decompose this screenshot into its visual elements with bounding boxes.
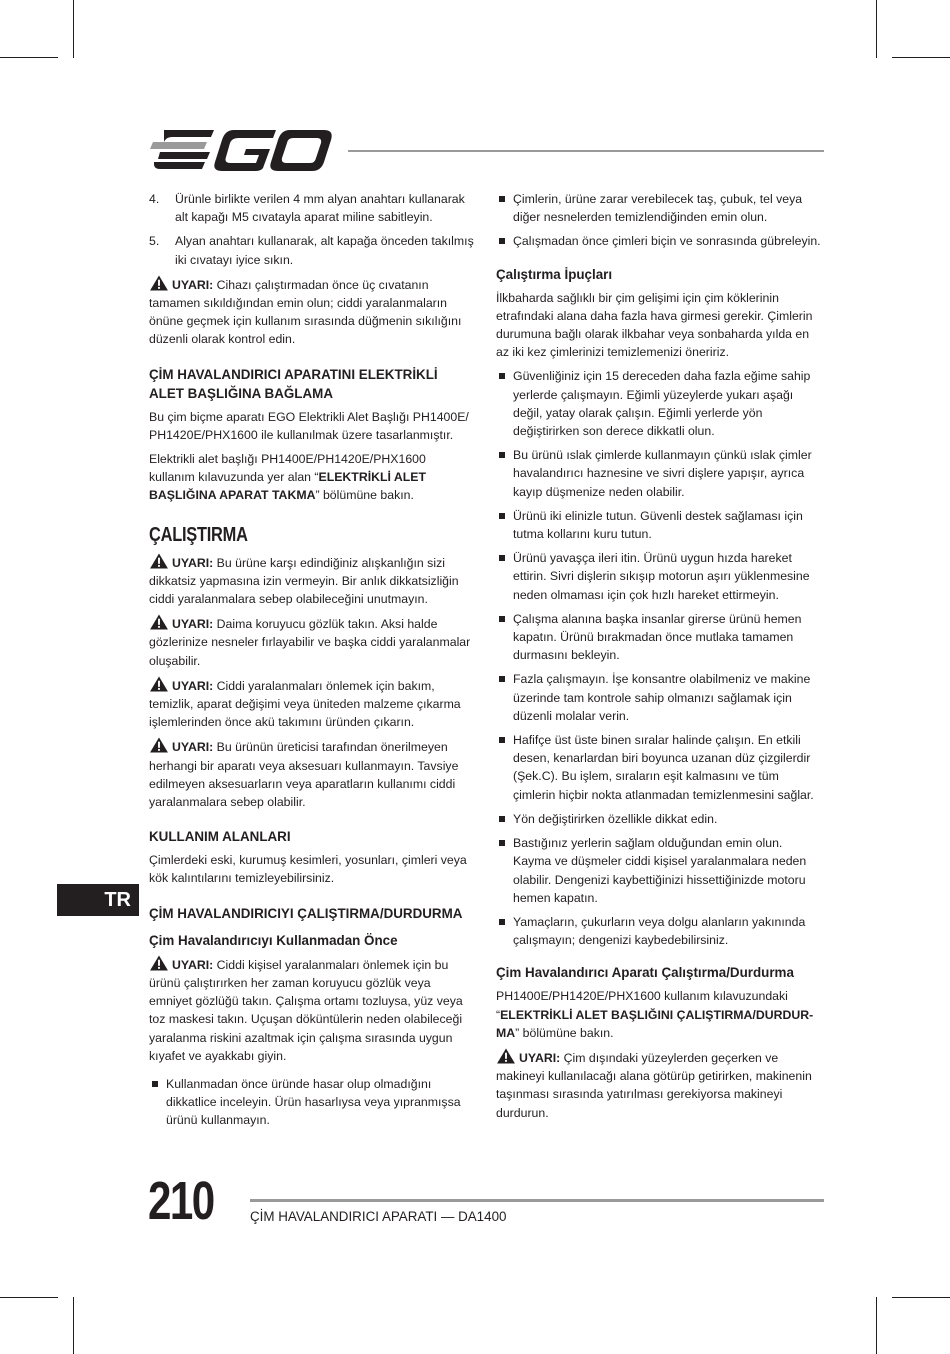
bullet-text: Yamaçların, çukurların veya dolgu alanların yakınında çalışmayın; dengenizi kaybedebilirsiniz.	[513, 914, 806, 948]
bullet-text: Yön değiştirirken özellikle dikkat edin.	[513, 811, 718, 826]
warning-paragraph	[149, 955, 475, 1065]
warning-paragraph	[149, 553, 475, 609]
bullet-square-icon	[499, 196, 505, 202]
section-heading: KULLANIM ALANLARI	[149, 829, 291, 845]
warning-label: UYARI:	[172, 740, 214, 755]
bullet-square-icon	[499, 737, 505, 743]
step-text: Ürünle birlikte verilen 4 mm alyan anahtarı kullanarak alt kapağı M5 cıvatayla aparat miline sabitleyin.	[175, 192, 465, 225]
warning-label: UYARI:	[172, 678, 214, 693]
list-item	[496, 834, 821, 907]
bullet-list	[496, 190, 821, 251]
warning-text: Cihazı çalıştırmadan önce üç cıvatanın tamamen sıkıldığından emin olun; ciddi yaralanmaların önüne geçmek için kullanım sırasında düğmenin sıkılığını düzenli olarak kontrol edin.	[149, 277, 462, 347]
list-item	[496, 367, 821, 440]
list-item	[496, 549, 821, 604]
crop-mark	[892, 1297, 950, 1298]
list-item	[149, 1075, 475, 1130]
language-code: TR	[104, 889, 131, 911]
body-paragraph	[149, 450, 475, 505]
footer-title: ÇİM HAVALANDIRICI APARATI — DA1400	[250, 1209, 507, 1224]
warning-triangle-icon	[149, 676, 169, 692]
warning-text: Ciddi yaralanmaları önlemek için bakım, temizlik, aparat değişimi veya üniteden malzeme çıkarma işlemlerinden önce akü takımını üründen çıkarın.	[149, 678, 461, 730]
crop-mark	[876, 0, 877, 58]
language-tab	[57, 884, 139, 916]
bullet-text: Bu ürünü ıslak çimlerde kullanmayın çünkü ıslak çimler havalandırıcı haznesine ve sivri dişlere yapışır, ayrıca kayıp düşmenize neden olabilir.	[513, 448, 812, 499]
text-span: Elektrikli alet başlığı PH1400E/PH1420E/PHX1600 kullanım kılavuzunda yer alan “	[149, 452, 426, 485]
warning-text: Bu ürüne karşı edindiğiniz alışkanlığın sizi dikkatsiz yapmasına izin vermeyin. Bir anlık dikkatsizliğin ciddi yaralanmalara sebep olabileceğini unutmayın.	[149, 555, 459, 607]
left-column	[149, 190, 475, 1136]
bullet-text: Ürünü iki elinizle tutun. Güvenli destek sağlaması için tutma kollarını kuru tutun.	[513, 508, 803, 542]
body-paragraph: Çimlerdeki eski, kurumuş kesimleri, yosunları, çimleri veya kök kalıntılarını temizleyebilirsiniz.	[149, 853, 467, 886]
bullet-square-icon	[152, 1081, 158, 1087]
bullet-text: Fazla çalışmayın. İşe konsantre olabilmeniz ve makine üzerinde tam kontrole sahip olmanızı sağlamak için düzenli molalar verin.	[513, 672, 811, 723]
warning-paragraph	[149, 275, 475, 349]
list-item	[496, 731, 821, 804]
subsection-heading: Çalıştırma İpuçları	[496, 266, 613, 282]
subsection-heading: Çim Havalandırıcıyı Kullanmadan Önce	[149, 932, 398, 948]
warning-triangle-icon	[149, 275, 169, 291]
warning-paragraph	[149, 614, 475, 670]
crop-mark	[73, 1297, 74, 1354]
warning-label: UYARI:	[172, 957, 214, 972]
bullet-square-icon	[499, 816, 505, 822]
footer-rule	[250, 1199, 824, 1202]
list-item	[149, 190, 475, 226]
text-span: ” bölümüne bakın.	[315, 488, 414, 503]
warning-label: UYARI:	[172, 555, 214, 570]
warning-triangle-icon	[149, 955, 169, 971]
list-item	[496, 670, 821, 725]
bullet-square-icon	[499, 452, 505, 458]
bullet-text: Çimlerin, ürüne zarar verebilecek taş, çubuk, tel veya diğer nesnelerden temizlendiğinden emin olun.	[513, 192, 803, 225]
warning-text: Daima koruyucu gözlük takın. Aksi halde gözlerinize nesneler fırlayabilir ve başka ciddi yaralanmalar oluşabilir.	[149, 617, 471, 668]
step-number: 4.	[149, 192, 160, 206]
bullet-text: Ürünü yavaşça ileri itin. Ürünü uygun hızda hareket ettirin. Sivri dişlerin sıkışıp motorun aşırı yüklenmesine neden olmaması için çok hızlı hareket ettirmeyin.	[513, 551, 810, 602]
bold-reference: ELEKTRİKLİ ALET BAŞLIĞINI ÇALIŞTIRMA/DURDUR-MA	[496, 1007, 814, 1040]
bullet-square-icon	[499, 555, 505, 561]
warning-triangle-icon	[149, 737, 169, 753]
body-paragraph: İlkbaharda sağlıklı bir çim gelişimi için çim köklerinin etrafındaki alana daha fazla hava girmesi gerekir. Çimlerin durumuna bağlı olarak ilkbahar veya sonbaharda yılda en az iki kez çimlerinizi temizlemenizi öneririz.	[496, 290, 813, 360]
body-paragraph: Bu çim biçme aparatı EGO Elektrikli Alet Başlığı PH1400E/ PH1420E/PHX1600 ile kullanılmak üzere tasarlanmıştır.	[149, 409, 469, 442]
bullet-square-icon	[499, 513, 505, 519]
step-text: Alyan anahtarı kullanarak, alt kapağa önceden takılmış iki cıvatayı iyice sıkın.	[175, 234, 474, 267]
list-item	[496, 810, 821, 828]
bullet-text: Bastığınız yerlerin sağlam olduğundan emin olun. Kayma ve düşmeler ciddi kişisel yaralanmalara neden olabilir. Dengenizi kaybettiğinizi hissettiğinizde motoru hemen kapatın.	[513, 836, 807, 905]
bullet-list	[149, 1075, 475, 1130]
bullet-text: Güvenliğiniz için 15 dereceden daha fazla eğime sahip yerlerde çalışmayın. Eğimli yüzeylerde yukarı aşağı değil, yatay olarak çalışın. Eğimli yerlerde yön değiştirirken son derece dikkatli olun.	[513, 369, 811, 439]
warning-label: UYARI:	[519, 1050, 561, 1065]
bullet-text: Hafifçe üst üste binen sıralar halinde çalışın. En etkili desen, kenarlardan biri boyunca uzanan düz çizgilerdir (Şek.C). Bu işlem, sıraların eşit kalmasını ve tüm çimlerin hiçbir nokta atlanmadan temizlenmesini sağlar.	[513, 733, 814, 802]
section-heading: ÇİM HAVALANDIRICI APARATINI ELEKTRİKLİ ALET BAŞLIĞINA BAĞLAMA	[149, 366, 438, 401]
bullet-list	[496, 367, 821, 949]
warning-label: UYARI:	[172, 617, 214, 632]
warning-paragraph	[496, 1048, 821, 1122]
warning-triangle-icon	[149, 614, 169, 630]
warning-text: Bu ürünün üreticisi tarafından önerilmeyen herhangi bir aparatı veya aksesuarı kullanmayın. Tavsiye edilmeyen aksesuarların veya aparatların kullanımı ciddi yaralanmalara sebep olabilir.	[149, 740, 459, 810]
crop-mark	[0, 57, 58, 58]
step-number: 5.	[149, 234, 160, 249]
crop-mark	[876, 1297, 877, 1354]
bullet-square-icon	[499, 238, 505, 244]
warning-label: UYARI:	[172, 277, 214, 292]
warning-paragraph	[149, 676, 475, 732]
list-item	[496, 190, 821, 226]
page-number: 210	[148, 1171, 214, 1231]
list-item	[496, 610, 821, 665]
crop-mark	[0, 1297, 58, 1298]
warning-triangle-icon	[496, 1048, 516, 1064]
text-span: PH1400E/PH1420E/PHX1600 kullanım kılavuzundaki “	[496, 989, 788, 1022]
list-item	[496, 446, 821, 501]
bullet-text: Kullanmadan önce üründe hasar olup olmadığını dikkatlice inceleyin. Ürün hasarlıysa veya yıpranmışsa ürünü kullanmayın.	[166, 1076, 461, 1128]
bullet-square-icon	[499, 919, 505, 925]
text-span: ” bölümüne bakın.	[515, 1025, 614, 1040]
list-item	[496, 232, 821, 250]
warning-text: Çim dışındaki yüzeylerden geçerken ve makineyi kullanılacağı alana götürüp getirirken, makinenin taşınması sırasında yatırılması gerekiyorsa makineyi durdurun.	[496, 1050, 812, 1120]
list-item	[149, 232, 475, 268]
bullet-text: Çalışmadan önce çimleri biçin ve sonrasında gübreleyin.	[513, 234, 821, 249]
crop-mark	[892, 57, 950, 58]
bullet-text: Çalışma alanına başka insanlar girerse ürünü hemen kapatın. Ürünü bırakmadan önce mutlaka tamamen durmasını bekleyin.	[513, 611, 802, 663]
list-item	[496, 913, 821, 949]
warning-paragraph	[149, 737, 475, 811]
right-column	[496, 190, 821, 1128]
operation-heading: ÇALIŞTIRMA	[149, 523, 248, 546]
bullet-square-icon	[499, 616, 505, 622]
crop-mark	[73, 0, 74, 58]
bold-reference: ELEKTRİKLİ ALET BAŞLIĞINA APARAT TAKMA	[149, 470, 426, 503]
bullet-square-icon	[499, 373, 505, 379]
subsection-heading: Çim Havalandırıcı Aparatı Çalıştırma/Durdurma	[496, 965, 794, 981]
ego-logo	[150, 130, 332, 172]
list-item	[496, 507, 821, 543]
bullet-square-icon	[499, 676, 505, 682]
bullet-square-icon	[499, 840, 505, 846]
header-rule	[348, 150, 824, 152]
body-paragraph	[496, 987, 821, 1042]
section-heading: ÇİM HAVALANDIRICIYI ÇALIŞTIRMA/DURDURMA	[149, 905, 463, 921]
warning-triangle-icon	[149, 553, 169, 569]
warning-text: Ciddi kişisel yaralanmaları önlemek için bu ürünü çalıştırırken her zaman koruyucu gözlük veya emniyet gözlüğü takın. Çalışma ortamı tozluysa, yüz veya toz maskesi takın. Uçuşan döküntülerin neden olabileceği yaralanma riskini azaltmak için çalışma sırasında uygun kıyafet ve ayakkabı giyin.	[149, 957, 463, 1063]
